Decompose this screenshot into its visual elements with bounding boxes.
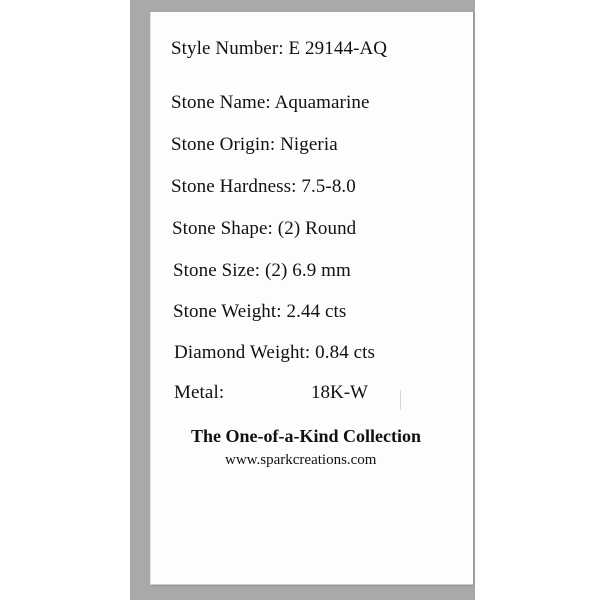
diamond-weight: Diamond Weight: 0.84 cts [174,342,376,363]
stone-weight: Stone Weight: 2.44 cts [173,301,347,322]
stone-origin: Stone Origin: Nigeria [171,134,338,155]
website-link: www.sparkcreations.com [225,452,377,468]
stone-hardness: Stone Hardness: 7.5-8.0 [171,176,356,197]
stone-size: Stone Size: (2) 6.9 mm [173,260,351,281]
stone-name: Stone Name: Aquamarine [171,92,370,113]
collection-title: The One-of-a-Kind Collection [191,426,421,446]
pen-mark [400,390,401,410]
metal-value: 18K-W [311,382,368,403]
stone-shape: Stone Shape: (2) Round [172,218,357,239]
product-info-card [150,12,473,585]
metal-label: Metal: [174,382,225,403]
style-number: Style Number: E 29144-AQ [171,38,388,59]
